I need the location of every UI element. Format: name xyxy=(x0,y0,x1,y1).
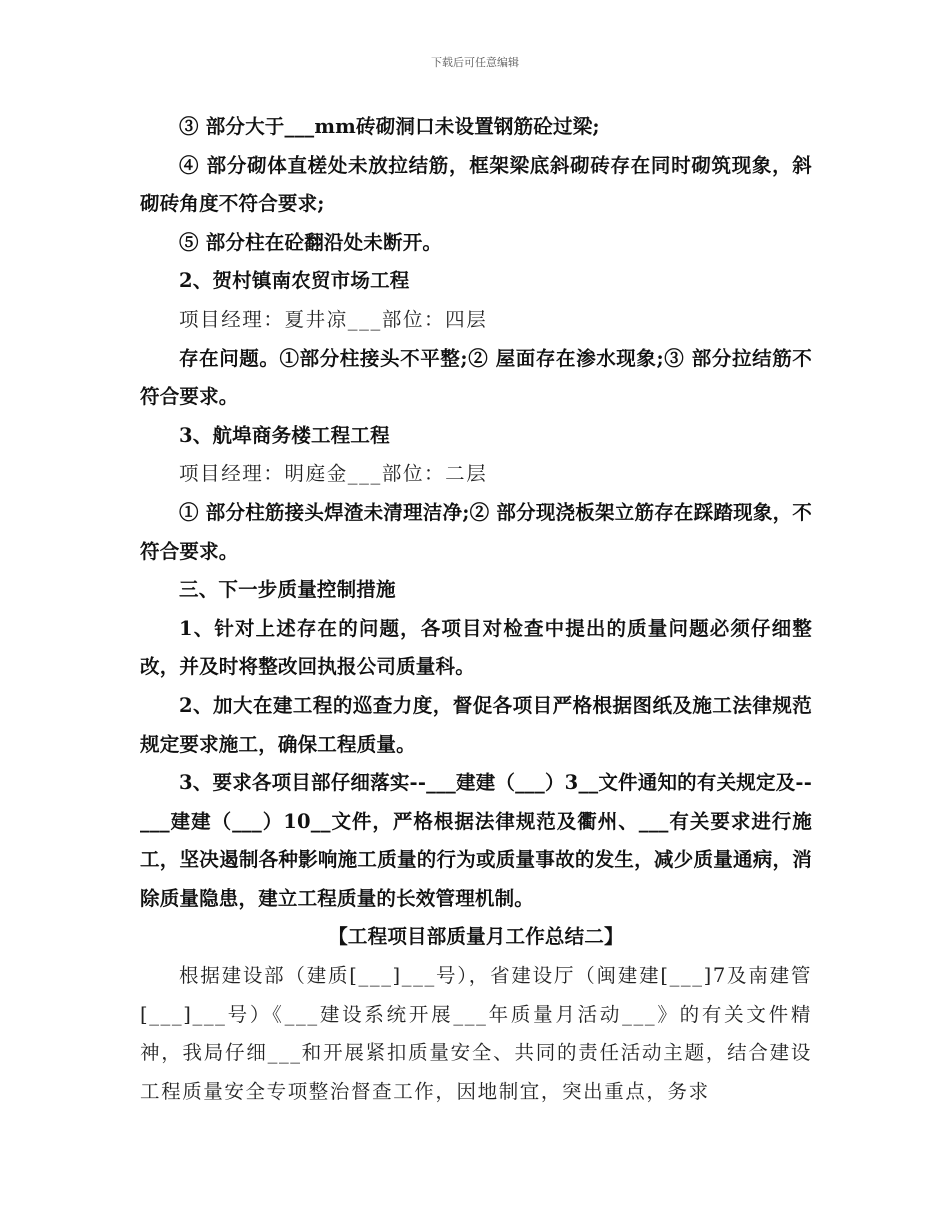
paragraph: 存在问题。①部分柱接头不平整;② 屋面存在渗水现象;③ 部分拉结筋不符合要求。 xyxy=(140,346,812,409)
paragraph: ⑤ 部分柱在砼翻沿处未断开。 xyxy=(179,230,443,254)
paragraph: ① 部分柱筋接头焊渣未清理洁净;② 部分现浇板架立筋存在踩踏现象，不符合要求。 xyxy=(140,500,812,563)
project-info: 项目经理：明庭金___部位：二层 xyxy=(179,462,488,486)
project-info: 项目经理：夏井凉___部位：四层 xyxy=(179,307,488,331)
section-heading: 三、下一步质量控制措施 xyxy=(179,578,396,602)
paragraph: ③ 部分大于___mm砖砌洞口未设置钢筋砼过梁; xyxy=(179,115,600,138)
paragraph: 1、针对上述存在的问题，各项目对检查中提出的质量问题必须仔细整改，并及时将整改回执报公司质量科。 xyxy=(140,616,812,679)
section-heading: 3、航埠商务楼工程工程 xyxy=(179,423,390,447)
paragraph: ④ 部分砌体直槎处未放拉结筋，框架梁底斜砌砖存在同时砌筑现象，斜砌砖角度不符合要求; xyxy=(140,153,812,216)
page-header: 下载后可任意编辑 xyxy=(431,56,519,69)
document-title: 【工程项目部质量月工作总结二】 xyxy=(328,925,624,949)
paragraph: 3、要求各项目部仔细落实--___建建（___）3__文件通知的有关规定及--___建建（___）10__文件，严格根据法律规范及衢州、___有关要求进行施工，坚决遏制各种影响施工质量的行为或质量事故的发生，减少质量通病，消除质量隐患，建立工程质量的长效管理机制。 xyxy=(140,771,812,910)
document-body xyxy=(140,108,812,1111)
paragraph: 根据建设部（建质[___]___号），省建设厅（闽建建[___]7及南建管[___]___号）《___建设系统开展___年质量月活动___》的有关文件精神，我局仔细___和开展紧扣质量安全、共同的责任活动主题，结合建设工程质量安全专项整治督查工作，因地制宜，突出重点，务求 xyxy=(140,964,812,1103)
section-heading: 2、贺村镇南农贸市场工程 xyxy=(179,269,410,293)
paragraph: 2、加大在建工程的巡查力度，督促各项目严格根据图纸及施工法律规范规定要求施工，确保工程质量。 xyxy=(140,693,812,756)
